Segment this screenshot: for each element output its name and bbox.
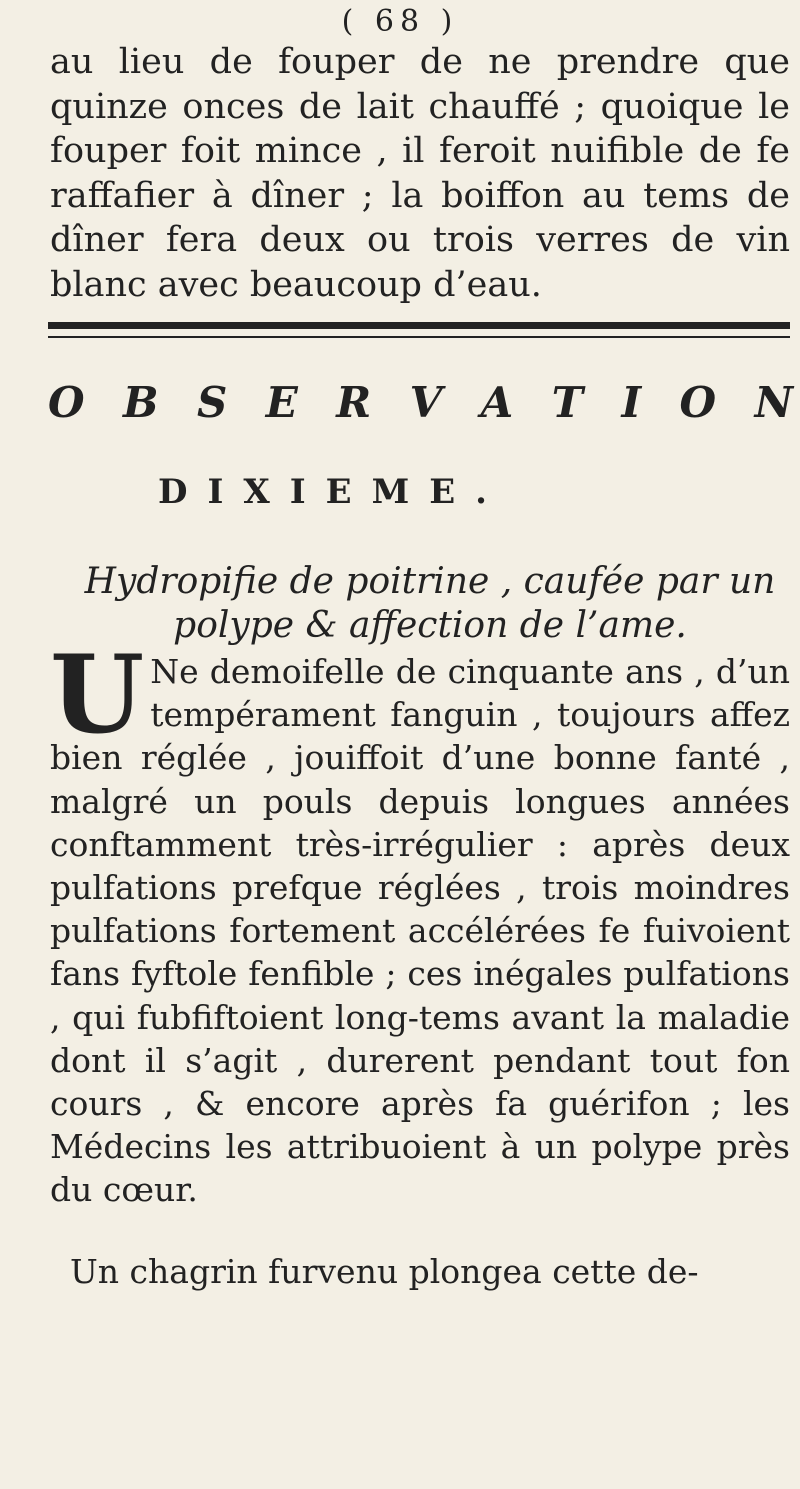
title-letter: O [679, 378, 717, 427]
observation-body [50, 632, 790, 1212]
drop-cap: U [50, 632, 145, 758]
title-letter: I [621, 378, 642, 427]
title-letter: A [480, 378, 514, 427]
continuation-line: Un chagrin furvenu plongea cette de- [70, 1252, 699, 1291]
title-letter: S [197, 378, 228, 427]
title-letter: V [409, 378, 443, 427]
title-letter: T [551, 378, 583, 427]
title-letter: R [336, 378, 372, 427]
section-rule [48, 322, 790, 338]
title-letter: B [123, 378, 159, 427]
section-subtitle: DIXIEME. [158, 472, 507, 512]
title-letter: N [754, 378, 793, 427]
opening-paragraph: au lieu de fouper de ne prendre que quinze onces de lait chauffé ; quoique le fouper foit mince , il feroit nuifible de fe raffafier à dîner ; la boiffon au tems de dîner fera deux ou trois verres de vin blanc avec beaucoup d’eau. [50, 42, 790, 305]
title-letter: O [48, 378, 85, 427]
section-title [48, 378, 793, 427]
title-letter: E [265, 378, 298, 427]
page-number: ( 68 ) [341, 4, 459, 39]
observation-heading: Hydropifie de poitrine , caufée par un polype & affection de l’ame. [84, 561, 776, 646]
body-text: Ne demoifelle de cinquante ans , d’un tempérament fanguin , toujours affez bien réglée , jouiffoit d’une bonne fanté , malgré un pouls depuis longues années conftamment très-irrégulier : après deux pulfations prefque réglées , trois moindres pulfations fortement accélérées fe fuivoient fans fyftole fenfible ; ces inégales pulfations , qui fubfiftoient long-tems avant la maladie dont il s’agit , durerent pendant tout fon cours , & encore après fa guérifon ; les Médecins les attribuoient à un polype près du cœur. [50, 652, 790, 1210]
